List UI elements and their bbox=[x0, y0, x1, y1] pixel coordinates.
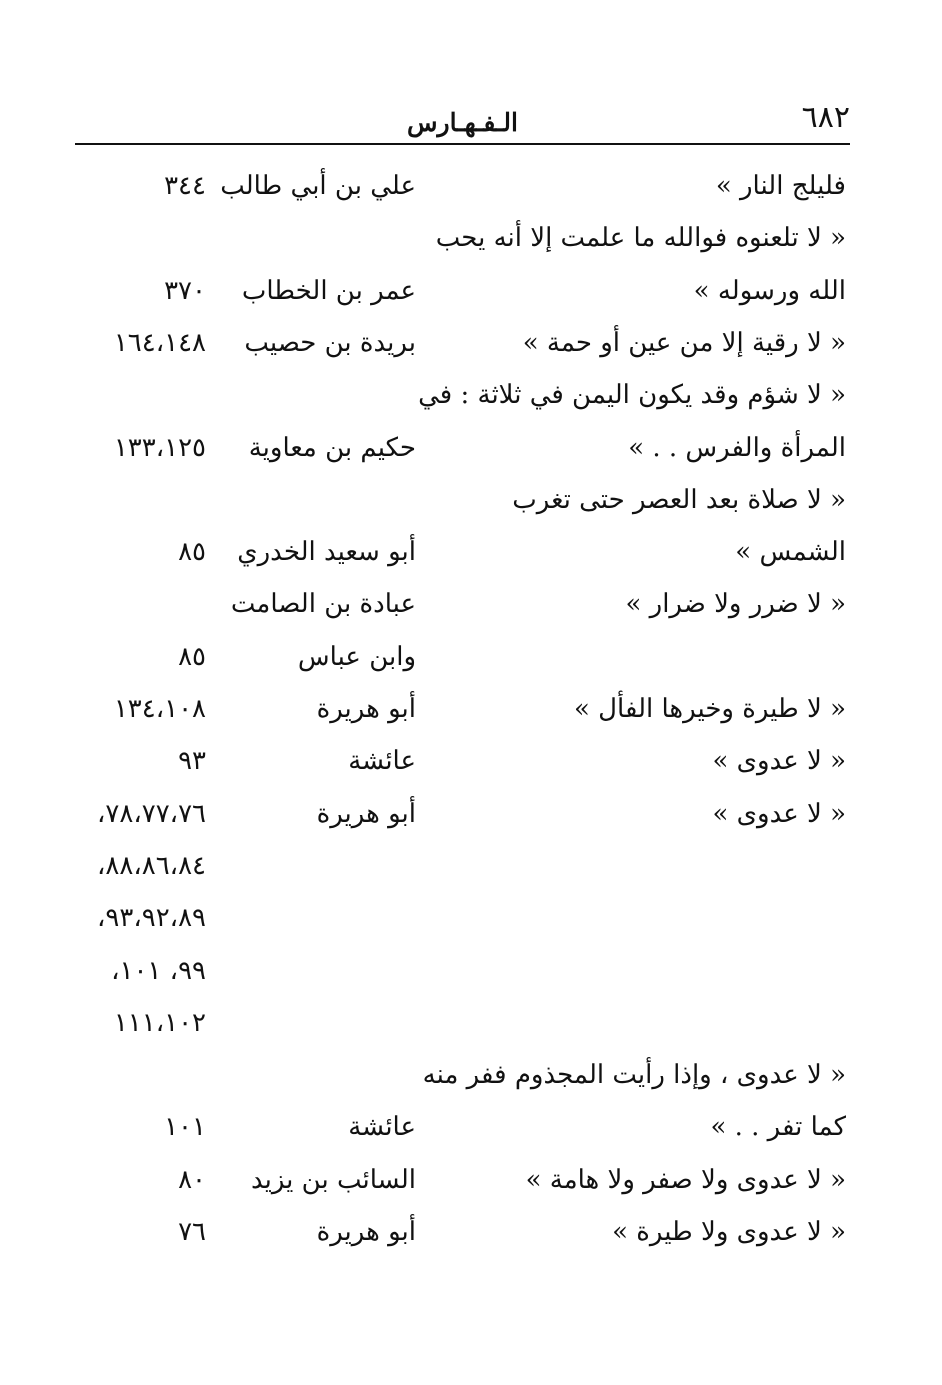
narrator-name bbox=[216, 369, 416, 421]
index-row bbox=[0, 1154, 942, 1206]
index-row bbox=[0, 474, 942, 526]
hadith-text: الله ورسوله » bbox=[693, 275, 846, 306]
index-row bbox=[0, 369, 942, 421]
hadith-text: « لا شؤم وقد يكون اليمن في ثلاثة : في bbox=[418, 380, 846, 411]
hadith-text: « لا تلعنوه فوالله ما علمت إلا أنه يحب bbox=[435, 223, 846, 254]
hadith-text: الشمس » bbox=[735, 537, 846, 568]
narrator-name: حكيم بن معاوية bbox=[248, 432, 416, 463]
index-row bbox=[0, 526, 942, 578]
hadith-text: « لا عدوى » bbox=[712, 798, 846, 829]
narrator-name: أبو هريرة bbox=[316, 694, 416, 724]
narrator-name: عائشة bbox=[348, 1112, 416, 1143]
index-row bbox=[0, 735, 942, 787]
narrator-name: السائب بن يزيد bbox=[250, 1164, 416, 1195]
page-references: ٣٧٠ bbox=[164, 275, 206, 306]
page-references: ١٦٤،١٤٨ bbox=[113, 327, 206, 358]
index-row bbox=[0, 1049, 942, 1101]
narrator-name: أبو سعيد الخدري bbox=[237, 537, 416, 568]
narrator-name bbox=[216, 212, 416, 264]
hadith-text bbox=[446, 892, 846, 944]
narrator-name bbox=[216, 1049, 416, 1101]
index-row bbox=[0, 578, 942, 630]
hadith-text: المرأة والفرس . . » bbox=[628, 432, 846, 463]
narrator-name: أبو هريرة bbox=[316, 798, 416, 829]
hadith-text: فليلج النار » bbox=[715, 171, 846, 201]
page-references: ٨٥ bbox=[178, 537, 206, 568]
index-row bbox=[0, 631, 942, 683]
index-row bbox=[0, 788, 942, 840]
hadith-text: « لا رقية إلا من عين أو حمة » bbox=[522, 327, 846, 358]
index-row bbox=[0, 265, 942, 317]
page-references: ١٣٣،١٢٥ bbox=[113, 432, 206, 463]
hadith-text: « لا عدوى ولا طيرة » bbox=[612, 1217, 846, 1247]
index-row bbox=[0, 997, 942, 1049]
page-references: ٨٥ bbox=[178, 641, 206, 672]
hadith-text bbox=[446, 945, 846, 997]
hadith-text: « لا عدوى ولا صفر ولا هامة » bbox=[525, 1164, 846, 1195]
page-references: ١٠١ bbox=[164, 1112, 206, 1143]
narrator-name: عمر بن الخطاب bbox=[241, 275, 416, 306]
index-row bbox=[0, 160, 942, 212]
narrator-name: أبو هريرة bbox=[316, 1217, 416, 1247]
page-references: ١١١،١٠٢ bbox=[113, 1007, 206, 1038]
page-references bbox=[46, 474, 206, 526]
index-row bbox=[0, 422, 942, 474]
index-row bbox=[0, 683, 942, 735]
page-number: ٦٨٢ bbox=[801, 100, 850, 135]
narrator-name: عبادة بن الصامت bbox=[230, 589, 416, 620]
index-row bbox=[0, 212, 942, 264]
index-row bbox=[0, 840, 942, 892]
page-references: ٩٣ bbox=[178, 746, 206, 777]
narrator-name: عائشة bbox=[348, 746, 416, 777]
page-references bbox=[46, 1049, 206, 1101]
hadith-text: كما تفر . . » bbox=[710, 1112, 846, 1143]
hadith-text: « لا طيرة وخيرها الفأل » bbox=[573, 694, 846, 724]
narrator-name bbox=[216, 945, 416, 997]
hadith-text: « لا صلاة بعد العصر حتى تغرب bbox=[512, 484, 846, 515]
page-references: ٨٨،٨٦،٨٤، bbox=[97, 850, 206, 881]
index-row bbox=[0, 1101, 942, 1153]
hadith-text: « لا عدوى » bbox=[712, 746, 846, 777]
hadith-text bbox=[446, 997, 846, 1049]
narrator-name: وابن عباس bbox=[297, 641, 416, 672]
narrator-name bbox=[216, 892, 416, 944]
hadith-text bbox=[446, 840, 846, 892]
page-references: ٧٨،٧٧،٧٦، bbox=[97, 798, 206, 829]
narrator-name: علي بن أبي طالب bbox=[220, 171, 416, 201]
index-row bbox=[0, 317, 942, 369]
page-references bbox=[46, 369, 206, 421]
page-references: ٧٦ bbox=[178, 1217, 206, 1247]
narrator-name: بريدة بن حصيب bbox=[244, 327, 416, 358]
page-references: ١٣٤،١٠٨ bbox=[113, 694, 206, 724]
hadith-text: « لا عدوى ، وإذا رأيت المجذوم ففر منه bbox=[422, 1060, 846, 1091]
page-references bbox=[46, 578, 206, 630]
narrator-name bbox=[216, 840, 416, 892]
page-references: ٨٠ bbox=[178, 1164, 206, 1195]
narrator-name bbox=[216, 474, 416, 526]
index-row bbox=[0, 945, 942, 997]
page-references bbox=[46, 212, 206, 264]
hadith-text bbox=[446, 631, 846, 683]
narrator-name bbox=[216, 997, 416, 1049]
page-references: ٣٤٤ bbox=[164, 171, 206, 201]
page-references: ٩٩، ١٠١، bbox=[111, 955, 206, 986]
hadith-text: « لا ضرر ولا ضرار » bbox=[625, 589, 846, 620]
page-references: ٩٣،٩٢،٨٩، bbox=[97, 903, 206, 934]
index-row bbox=[0, 892, 942, 944]
section-title: الـفـهـارس bbox=[407, 108, 518, 137]
index-row bbox=[0, 1206, 942, 1258]
